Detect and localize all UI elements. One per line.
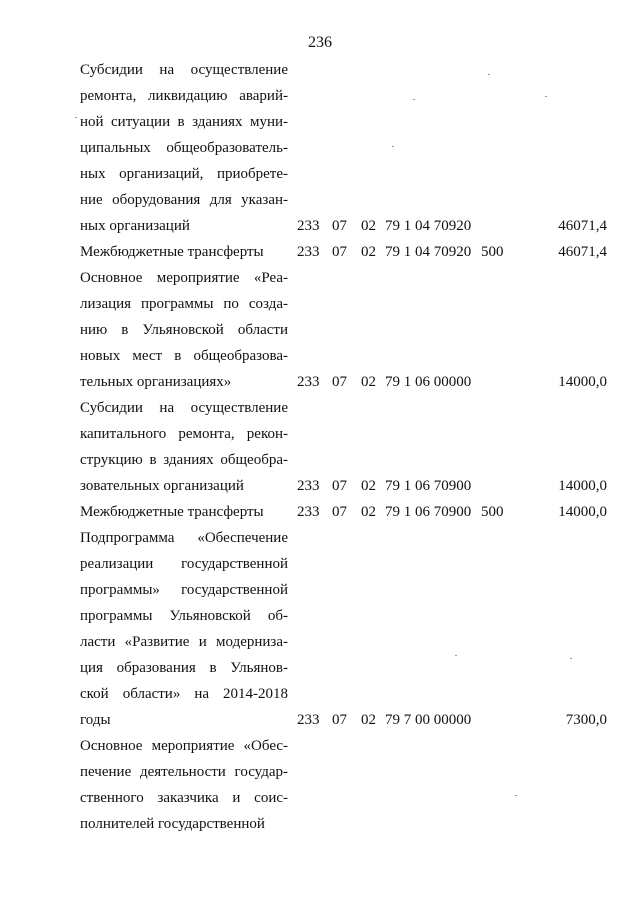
description-line: ципальных общеобразователь-	[80, 140, 288, 156]
scan-speck	[570, 658, 572, 659]
description-line: капитального ремонта, рекон-	[80, 426, 288, 442]
description-line: нию в Ульяновской области	[80, 322, 288, 338]
section-code: 07	[332, 712, 347, 728]
subsection-code: 02	[361, 712, 376, 728]
description-line: ремонта, ликвидацию аварий-	[80, 88, 288, 104]
target-article-code: 79 1 06 70900	[385, 478, 472, 494]
section-code: 07	[332, 374, 347, 390]
section-code: 07	[332, 244, 347, 260]
ministry-code: 233	[297, 218, 320, 234]
subsection-code: 02	[361, 218, 376, 234]
scan-speck	[488, 74, 490, 75]
ministry-code: 233	[297, 374, 320, 390]
description-line: ственного заказчика и соис-	[80, 790, 288, 806]
row-description	[80, 395, 288, 499]
description-line: струкцию в зданиях общеобра-	[80, 452, 288, 468]
row-description	[80, 525, 288, 733]
description-line: реализации государственной	[80, 556, 288, 572]
scan-speck	[392, 146, 394, 147]
amount: 7300,0	[565, 712, 607, 728]
description-line: Межбюджетные трансферты	[80, 504, 264, 520]
description-line: ных организаций, приобрете-	[80, 166, 288, 182]
subsection-code: 02	[361, 478, 376, 494]
section-code: 07	[332, 218, 347, 234]
description-line: новых мест в общеобразова-	[80, 348, 288, 364]
amount: 14000,0	[558, 504, 607, 520]
description-line: Подпрограмма «Обеспечение	[80, 530, 288, 546]
amount: 46071,4	[558, 218, 607, 234]
target-article-code: 79 1 06 00000	[385, 374, 472, 390]
subsection-code: 02	[361, 374, 376, 390]
scan-speck	[455, 655, 457, 656]
description-line: годы	[80, 712, 111, 728]
description-line: программы» государственной	[80, 582, 288, 598]
description-line: Межбюджетные трансферты	[80, 244, 264, 260]
expense-type-code: 500	[481, 504, 504, 520]
scan-speck	[545, 96, 547, 97]
row-description	[80, 239, 288, 265]
description-line: Субсидии на осуществление	[80, 62, 288, 78]
scan-speck	[515, 795, 517, 796]
description-line: ных организаций	[80, 218, 190, 234]
description-line: ция образования в Ульянов-	[80, 660, 288, 676]
page-number: 236	[308, 34, 332, 51]
amount: 14000,0	[558, 374, 607, 390]
expense-type-code: 500	[481, 244, 504, 260]
description-line: печение деятельности государ-	[80, 764, 288, 780]
row-description	[80, 499, 288, 525]
amount: 14000,0	[558, 478, 607, 494]
ministry-code: 233	[297, 478, 320, 494]
description-line: Основное мероприятие «Реа-	[80, 270, 288, 286]
row-description	[80, 733, 288, 837]
target-article-code: 79 7 00 00000	[385, 712, 472, 728]
row-description	[80, 265, 288, 395]
ministry-code: 233	[297, 504, 320, 520]
ministry-code: 233	[297, 244, 320, 260]
description-line: Субсидии на осуществление	[80, 400, 288, 416]
ministry-code: 233	[297, 712, 320, 728]
target-article-code: 79 1 04 70920	[385, 218, 472, 234]
scan-speck	[413, 99, 415, 100]
amount: 46071,4	[558, 244, 607, 260]
subsection-code: 02	[361, 244, 376, 260]
description-line: полнителей государственной	[80, 816, 265, 832]
description-line: ласти «Развитие и модерниза-	[80, 634, 288, 650]
description-line: ной ситуации в зданиях муни-	[80, 114, 288, 130]
target-article-code: 79 1 04 70920	[385, 244, 472, 260]
description-line: ской области» на 2014-2018	[80, 686, 288, 702]
description-line: Основное мероприятие «Обес-	[80, 738, 288, 754]
description-line: зовательных организаций	[80, 478, 244, 494]
target-article-code: 79 1 06 70900	[385, 504, 472, 520]
row-description	[80, 57, 288, 239]
description-line: ние оборудования для указан-	[80, 192, 288, 208]
description-line: программы Ульяновской об-	[80, 608, 288, 624]
description-line: тельных организациях»	[80, 374, 232, 390]
description-line: лизация программы по созда-	[80, 296, 288, 312]
subsection-code: 02	[361, 504, 376, 520]
scan-speck	[75, 117, 77, 118]
section-code: 07	[332, 504, 347, 520]
section-code: 07	[332, 478, 347, 494]
